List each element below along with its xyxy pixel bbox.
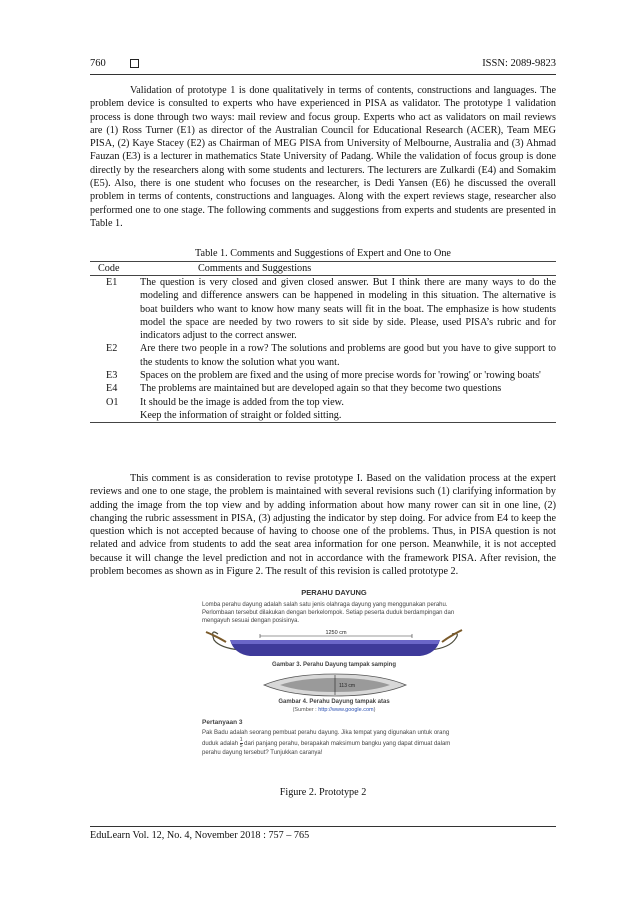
row-text: Spaces on the problem are fixed and the using of more precise words for 'rowing' or 'rowing boats' — [140, 370, 541, 382]
row-code: E3 — [106, 370, 118, 382]
row-text: The question is very closed and given closed answer. But I think there are many ways to do the modeling and difference answers can be happened in modeling in this situation. The alternative is boat builders who want to know how many seats will fit in the boat. The emphasize is how students model the space are needed by two rowers to sit side by side. Please, used PISA’s rubric and for indicators adjust to the correct answer. — [140, 277, 556, 342]
boat-length-label: 1250 cm — [325, 630, 347, 636]
side-view-caption: Gambar 3. Perahu Dayung tampak samping — [271, 662, 397, 668]
row-text: It should be the image is added from the top view. — [140, 396, 344, 408]
row-code: E4 — [106, 383, 118, 395]
figure-intro-text: Lomba perahu dayung adalah salah satu jenis olahraga dayung yang menggunakan perahu. Perlombaan tersebut dilakukan dengan berkelompok. Setiap peserta duduk berdampingan dan mengayuh sesuai dengan posisinya. — [202, 602, 455, 624]
checkbox-glyph-icon — [130, 59, 139, 68]
row-text: Keep the information of straight or folded sitting. — [140, 409, 342, 421]
header-rule — [90, 74, 556, 75]
table-row — [90, 369, 556, 382]
top-view-caption: Gambar 4. Perahu Dayung tampak atas — [278, 699, 390, 705]
row-text: Are there two people in a row? The solutions and problems are good but you have to give support to the students to know the solution what you want. — [140, 343, 556, 368]
page-header — [90, 58, 556, 72]
issn: ISSN: 2089-9823 — [482, 58, 556, 69]
table-row — [90, 342, 556, 369]
row-code: E1 — [106, 277, 118, 288]
page-footer: EduLearn Vol. 12, No. 4, November 2018 : 757 – 765 — [90, 830, 310, 841]
table-header-row — [90, 262, 556, 276]
figure-title: PERAHU DAYUNG — [301, 588, 367, 597]
row-text: The problems are maintained but are developed again so that they become two questions — [140, 383, 502, 395]
boat-top-view-image — [260, 672, 410, 698]
row-code: E2 — [106, 343, 118, 355]
table-row — [90, 396, 556, 409]
table-header-comments: Comments and Suggestions — [198, 263, 312, 274]
question-heading: Pertanyaan 3 — [202, 719, 243, 726]
fraction: $\frac{1}{5}$ — [239, 736, 243, 749]
paragraph-validation: Validation of prototype 1 is done qualitatively in terms of contents, constructions and languages. The problem device is consulted to experts who have experienced in PISA as validator. The prototype 1 validation process is done through two ways: mail review and focus group. Experts who act as validators on mail reviews are (1) Ross Turner (E1) as director of the Australian Council for Educational Research (ACER), Team MEG PISA, (2) Kaye Stacey (E2) as Chairman of MEG PISA from University of Melbourne, Australia and (3) Ahmad Fauzan (E3) is a lecturer in mathematics State University of Padang. While the validation of focus group is done directly by the researchers along with some students and lecturers. The lecturers are Zulkardi (E4) and Somakim (E5). Also, there is one student who focuses on the researcher, is Dedi Yansen (E6) he discussed the overall problem in terms of contents, constructions and languages. Along with the expert reviews stage, researcher also performed one to one stage. The following comments and suggestions from experts and students are presented in Table 1. — [90, 85, 556, 229]
table-row — [90, 409, 556, 422]
page-number: 760 — [90, 58, 106, 69]
comments-table — [90, 261, 556, 423]
table-caption: Table 1. Comments and Suggestions of Expert and One to One — [195, 248, 451, 259]
figure-caption: Figure 2. Prototype 2 — [279, 787, 367, 798]
prototype-figure — [200, 588, 468, 776]
paragraph-revision: This comment is as consideration to revise prototype I. Based on the validation process at the expert reviews and one to one stage, the problem is maintained with several revisions such (1) clarifying information by adding the image from the top view and by adding information about how many rower can sit in one line, (2) changing the rubric assessment in PISA, (3) adjusting the indicator by step doing. For advice from E4 to keep the question which is not accepted because of having to choose one of the problems. Thus, in PISA question is not related and advice from students to add the seat area information for one person. Meanwhile, it is not accepted because it will change the level prediction and not in accordance with the framework PISA. After revision, the problem becomes as shown as in Figure 2. The result of this revision is called prototype 2. — [90, 473, 556, 578]
question-text: Pak Badu adalah seorang pembuat perahu dayung. Jika tempat yang digunakan untuk orang duduk adalah $\frac{1}{5}$ dari panjang perahu, berapakah maksimum bangku yang dapat dimuat dalam perahu dayung tersebut? Tunjukkan caranya! — [202, 730, 451, 756]
footer-rule — [90, 826, 556, 827]
row-code: O1 — [106, 396, 119, 408]
boat-width-label: 113 cm — [339, 683, 356, 689]
source-link[interactable]: http://www.google.com — [318, 707, 374, 713]
row-code — [90, 409, 140, 422]
table-row — [90, 276, 556, 342]
table-row — [90, 382, 556, 395]
table-header-code: Code — [98, 263, 120, 274]
figure-source: (Sumber : http://www.google.com) — [292, 707, 376, 713]
boat-side-view-image — [200, 626, 468, 660]
